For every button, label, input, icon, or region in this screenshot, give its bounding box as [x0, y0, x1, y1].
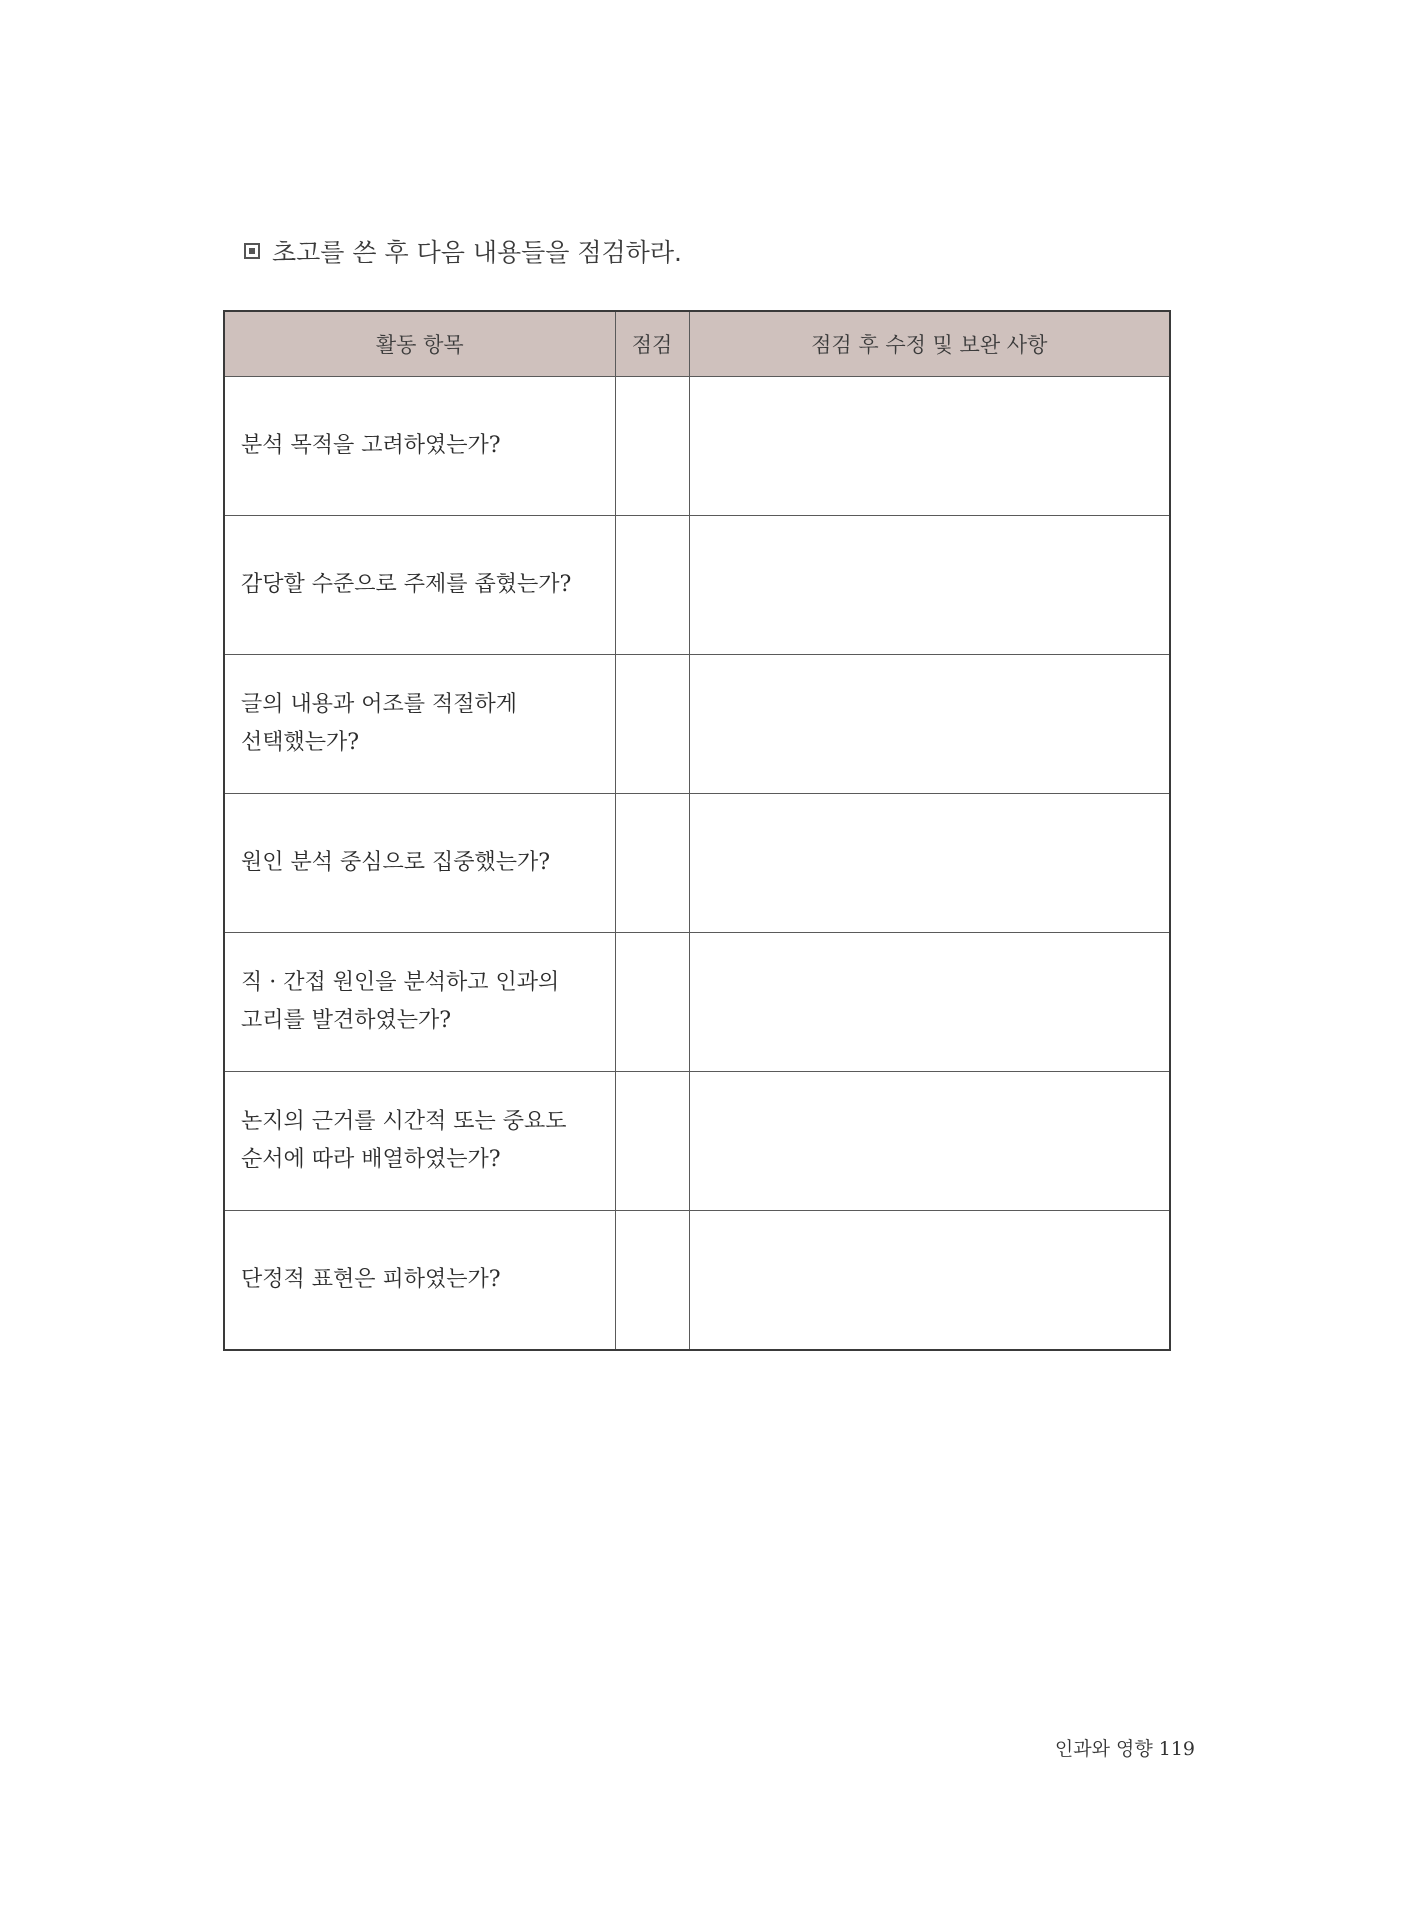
check-cell[interactable] [615, 377, 689, 516]
table-row [224, 655, 1170, 794]
activity-item-cell: 원인 분석 중심으로 집중했는가? [224, 794, 615, 933]
activity-item-cell: 감당할 수준으로 주제를 좁혔는가? [224, 516, 615, 655]
table-row [224, 1211, 1170, 1351]
checklist-table [223, 310, 1171, 1351]
note-cell[interactable] [689, 1211, 1170, 1351]
activity-item-cell: 논지의 근거를 시간적 또는 중요도 순서에 따라 배열하였는가? [224, 1072, 615, 1211]
note-cell[interactable] [689, 794, 1170, 933]
header-activity-item: 활동 항목 [224, 311, 615, 377]
activity-item-cell: 직 · 간접 원인을 분석하고 인과의 고리를 발견하였는가? [224, 933, 615, 1072]
activity-item-cell: 분석 목적을 고려하였는가? [224, 377, 615, 516]
table-row [224, 516, 1170, 655]
table-row [224, 377, 1170, 516]
check-cell[interactable] [615, 655, 689, 794]
activity-item-cell: 단정적 표현은 피하였는가? [224, 1211, 615, 1351]
activity-item-cell: 글의 내용과 어조를 적절하게 선택했는가? [224, 655, 615, 794]
header-check: 점검 [615, 311, 689, 377]
header-revision-notes: 점검 후 수정 및 보완 사항 [689, 311, 1170, 377]
note-cell[interactable] [689, 933, 1170, 1072]
check-cell[interactable] [615, 1211, 689, 1351]
square-bullet-icon [244, 243, 260, 259]
note-cell[interactable] [689, 377, 1170, 516]
table-header-row [224, 311, 1170, 377]
page-footer: 인과와 영향 119 [1054, 1738, 1195, 1760]
note-cell[interactable] [689, 1072, 1170, 1211]
note-cell[interactable] [689, 516, 1170, 655]
table-row [224, 1072, 1170, 1211]
check-cell[interactable] [615, 933, 689, 1072]
instruction [244, 234, 682, 268]
check-cell[interactable] [615, 516, 689, 655]
table-row [224, 933, 1170, 1072]
table-row [224, 794, 1170, 933]
check-cell[interactable] [615, 794, 689, 933]
check-cell[interactable] [615, 1072, 689, 1211]
note-cell[interactable] [689, 655, 1170, 794]
instruction-text: 초고를 쓴 후 다음 내용들을 점검하라. [272, 238, 682, 267]
